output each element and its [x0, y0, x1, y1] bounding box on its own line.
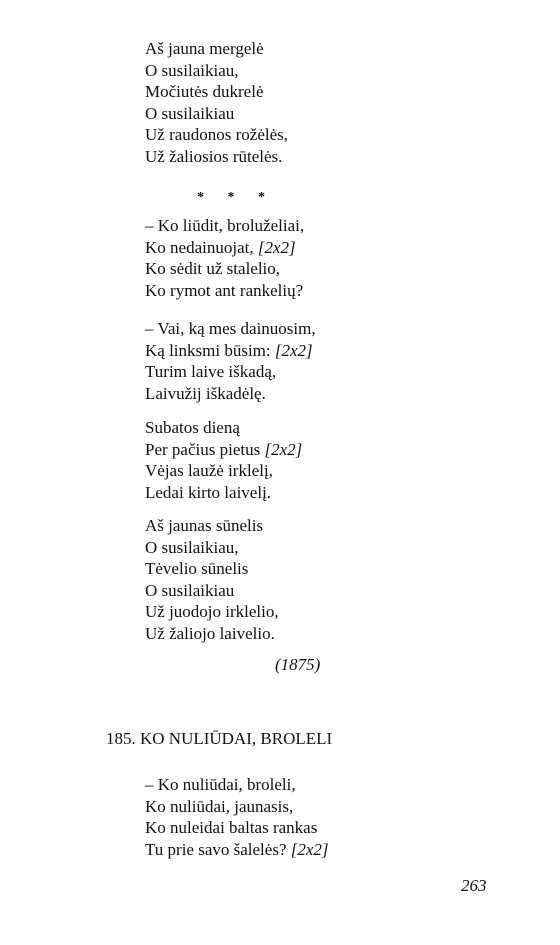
verse-line: Ledai kirto laivelį. — [145, 482, 272, 502]
verse-line: O susilaikiau — [145, 103, 235, 123]
stanza-3 — [145, 318, 316, 404]
verse-line: Ko nuliūdai, jaunasis, — [145, 796, 294, 816]
refrain-marker: [2x2] — [257, 237, 296, 257]
refrain-marker: [2x2] — [264, 439, 303, 459]
refrain-marker: [2x2] — [290, 839, 329, 859]
verse-line: Turim laive iškadą, — [145, 362, 277, 381]
song-heading: 185. KO NULIŪDAI, BROLELI — [106, 729, 333, 748]
stanza-4 — [145, 417, 302, 503]
page-number: 263 — [461, 876, 487, 895]
verse-line: Ko rymot ant rankelių? — [145, 280, 304, 300]
verse-line: Ko nedainuojat, [2x2] — [145, 237, 296, 257]
verse-line: Ko sėdit už stalelio, — [145, 259, 281, 278]
verse-line: Aš jauna mergelė — [145, 39, 264, 58]
verse-line: Už žaliojo laivelio. — [145, 623, 275, 643]
verse-line: Ko nuleidai baltas rankas — [145, 818, 318, 837]
verse-line: O susilaikiau, — [145, 60, 239, 80]
verse-line: Tu prie savo šalelės? [2x2] — [145, 839, 329, 859]
section-separator: * * * — [197, 190, 275, 205]
stanza-5 — [145, 515, 279, 644]
verse-line: Laivužij iškadėlę. — [145, 383, 266, 403]
verse-line: Už raudonos rožėlės, — [145, 125, 289, 144]
stanza-1 — [145, 38, 288, 167]
verse-line: O susilaikiau — [145, 580, 235, 600]
verse-line: Aš jaunas sūnelis — [145, 516, 264, 535]
verse-line: Ką linksmi būsim: [2x2] — [145, 340, 313, 360]
refrain-marker: [2x2] — [274, 340, 313, 360]
verse-line: Už žaliosios rūtelės. — [145, 146, 283, 166]
stanza-2 — [145, 215, 304, 301]
verse-line: Už juodojo irklelio, — [145, 602, 279, 621]
verse-line: – Vai, ką mes dainuosim, — [145, 319, 316, 338]
verse-line: Subatos dieną — [145, 418, 240, 437]
verse-line: Močiutės dukrelė — [145, 82, 264, 101]
stanza-6 — [145, 774, 329, 860]
verse-line: Per pačius pietus [2x2] — [145, 439, 303, 459]
verse-line: Tėvelio sūnelis — [145, 559, 249, 578]
verse-line: – Ko liūdit, broluželiai, — [145, 216, 305, 235]
verse-line: O susilaikiau, — [145, 537, 239, 557]
verse-line: – Ko nuliūdai, broleli, — [145, 775, 296, 794]
song-date: (1875) — [275, 655, 321, 674]
verse-line: Vėjas laužė irklelį, — [145, 461, 273, 480]
